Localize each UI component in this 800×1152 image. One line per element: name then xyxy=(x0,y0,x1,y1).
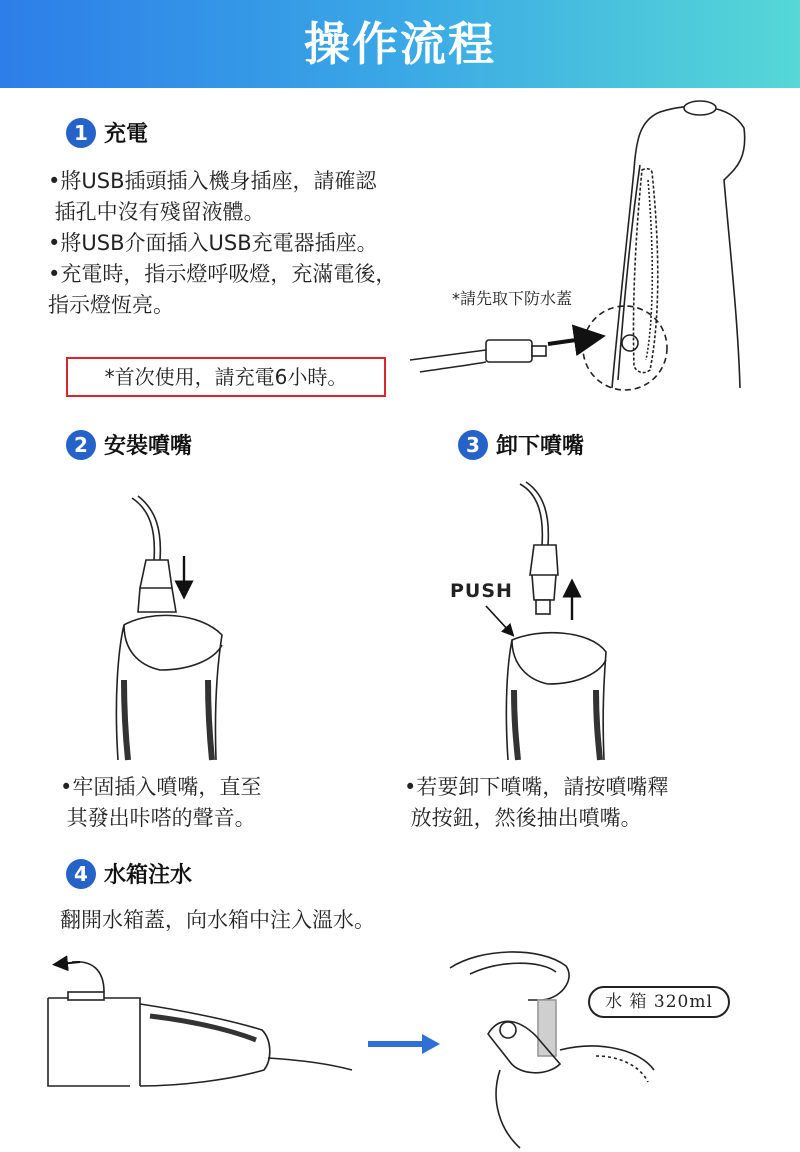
instruction-line: •若要卸下噴嘴，請按噴嘴釋 xyxy=(404,775,669,799)
tank-capacity-label: 水 箱 320ml xyxy=(588,986,730,1018)
step-number-badge: 2 xyxy=(66,430,96,460)
fill-instruction: 翻開水箱蓋，向水箱中注入溫水。 xyxy=(60,908,375,932)
first-use-note: *首次使用，請充電6小時。 xyxy=(66,357,386,397)
cover-note: *請先取下防水蓋 xyxy=(452,289,573,308)
instruction-line: •將USB介面插入USB充電器插座。 xyxy=(48,231,378,255)
step-title: 水箱注水 xyxy=(104,863,193,888)
instruction-line: 放按鈕，然後抽出噴嘴。 xyxy=(404,806,642,830)
step-number-badge: 4 xyxy=(66,859,96,889)
step-title: 充電 xyxy=(104,122,149,147)
step-title: 安裝噴嘴 xyxy=(104,434,193,459)
step-number-badge: 1 xyxy=(66,118,96,148)
page-title: 操作流程 xyxy=(304,17,496,71)
instruction-line: •牢固插入噴嘴，直至 xyxy=(60,775,262,799)
instruction-line: 指示燈恆亮。 xyxy=(48,293,174,317)
device-charging-illustration xyxy=(410,101,745,390)
instruction-line: 其發出咔嗒的聲音。 xyxy=(60,806,256,830)
nozzle-install-illustration xyxy=(116,496,222,760)
instruction-line: •充電時，指示燈呼吸燈，充滿電後， xyxy=(48,262,397,286)
nozzle-remove-illustration xyxy=(486,482,606,760)
fill-tank-illustration xyxy=(48,952,654,1148)
step-number-badge: 3 xyxy=(458,430,488,460)
instruction-line: •將USB插頭插入機身插座，請確認 xyxy=(48,169,377,193)
push-label: PUSH xyxy=(450,580,513,602)
instruction-line: 插孔中沒有殘留液體。 xyxy=(48,200,265,224)
step-title: 卸下噴嘴 xyxy=(496,434,585,459)
